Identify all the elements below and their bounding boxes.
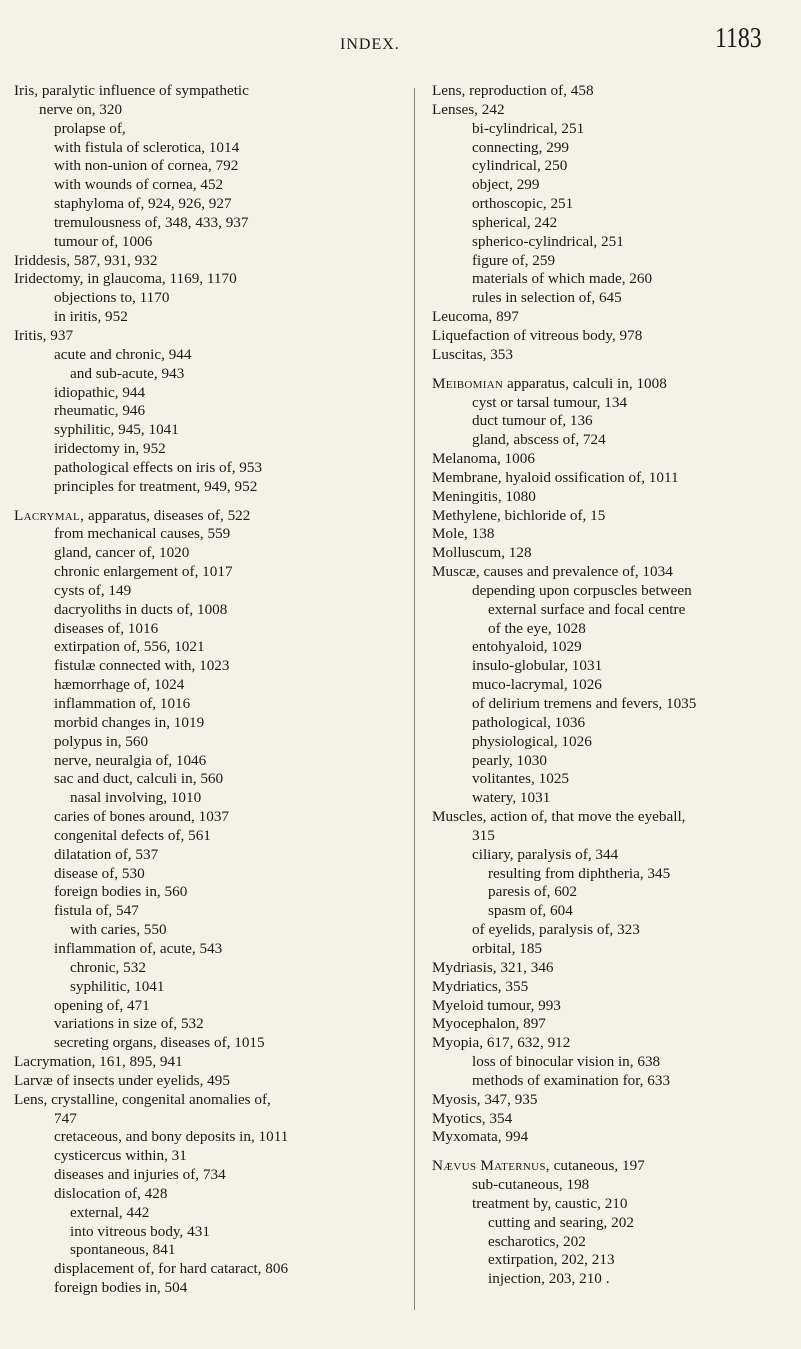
index-heading-word: Nævus Maternus, (432, 1157, 550, 1175)
index-entry (14, 1110, 399, 1129)
index-entry (432, 978, 794, 997)
index-entry-text: Muscæ, causes and prevalence of, 1034 (432, 563, 673, 581)
index-entry (14, 695, 399, 714)
index-entry-text: tumour of, 1006 (54, 232, 153, 250)
index-entry-text: fistulæ connected with, 1023 (54, 657, 230, 675)
index-entry-text: Leucoma, 897 (432, 308, 519, 326)
index-entry-text: Myotics, 354 (432, 1109, 513, 1127)
index-entry-text: apparatus, calculi in, 1008 (507, 374, 667, 392)
index-entry-text: Mydriatics, 355 (432, 977, 529, 995)
index-entry (432, 865, 794, 884)
index-entry (432, 252, 794, 271)
index-entry-text: Iridectomy, in glaucoma, 1169, 1170 (14, 270, 237, 288)
index-entry (14, 1053, 399, 1072)
index-entry-text: of delirium tremens and fevers, 1035 (472, 695, 697, 712)
index-entry-text: with wounds of cornea, 452 (54, 176, 224, 194)
index-entry-text: acute and chronic, 944 (54, 345, 192, 363)
index-entry (14, 940, 399, 959)
index-heading-word: Meibomian (432, 374, 504, 392)
index-entry (14, 1128, 399, 1147)
index-entry (432, 308, 794, 327)
index-column-left (14, 82, 399, 1298)
index-entry (14, 1185, 399, 1204)
index-entry (432, 1270, 794, 1289)
index-entry (432, 770, 794, 789)
index-entry-text: congenital defects of, 561 (54, 826, 211, 844)
index-entry-text: watery, 1031 (472, 789, 551, 807)
index-entry (432, 82, 794, 101)
index-entry (432, 375, 794, 394)
index-entry (14, 233, 399, 252)
index-entry (432, 1157, 794, 1176)
index-entry-text: Mydriasis, 321, 346 (432, 958, 554, 976)
index-entry-text: displacement of, for hard cataract, 806 (54, 1260, 289, 1278)
index-entry (432, 997, 794, 1016)
index-entry (14, 714, 399, 733)
index-entry-text: spontaneous, 841 (70, 1241, 176, 1259)
index-entry-text: into vitreous body, 431 (70, 1222, 210, 1240)
index-entry-text: 315 (472, 826, 495, 844)
index-entry-text: Myocephalon, 897 (432, 1015, 546, 1033)
index-entry-text: chronic enlargement of, 1017 (54, 563, 233, 581)
index-entry-text: objections to, 1170 (54, 289, 170, 307)
index-entry-text: Membrane, hyaloid ossification of, 1011 (432, 468, 679, 486)
index-entry (432, 695, 794, 714)
index-column-right (432, 82, 794, 1289)
index-entry-text: apparatus, diseases of, 522 (87, 506, 251, 524)
index-entry (432, 431, 794, 450)
index-entry-text: prolapse of, (54, 119, 126, 137)
index-entry-text: iridectomy in, 952 (54, 440, 166, 458)
index-entry-text: nasal involving, 1010 (70, 789, 202, 807)
index-entry-text: Meningitis, 1080 (432, 487, 536, 505)
index-entry (14, 402, 399, 421)
index-entry (432, 582, 794, 601)
index-entry-text: Larvæ of insects under eyelids, 495 (14, 1071, 230, 1089)
index-entry (432, 921, 794, 940)
index-entry-text: Lacrymation, 161, 895, 941 (14, 1053, 183, 1071)
index-entry (14, 214, 399, 233)
index-entry-text: opening of, 471 (54, 996, 150, 1014)
index-entry-text: pathological effects on iris of, 953 (54, 458, 263, 476)
index-entry (14, 1034, 399, 1053)
index-entry (14, 883, 399, 902)
index-entry-text: and sub-acute, 943 (70, 364, 185, 382)
index-entry (14, 1147, 399, 1166)
index-entry-text: syphilitic, 1041 (70, 977, 165, 995)
index-entry-text: injection, 203, 210 . (488, 1270, 610, 1288)
index-entry-text: gland, abscess of, 724 (472, 431, 606, 449)
index-entry-text: with caries, 550 (70, 921, 167, 939)
index-entry-text: of eyelids, paralysis of, 323 (472, 921, 640, 939)
index-entry (432, 1233, 794, 1252)
index-entry (14, 997, 399, 1016)
index-entry-text: hæmorrhage of, 1024 (54, 676, 185, 694)
index-entry (14, 733, 399, 752)
index-entry-text: paresis of, 602 (488, 883, 577, 901)
index-entry-text: Myxomata, 994 (432, 1128, 529, 1146)
index-entry-text: loss of binocular vision in, 638 (472, 1053, 661, 1071)
index-entry (432, 270, 794, 289)
index-entry (432, 176, 794, 195)
index-entry (432, 488, 794, 507)
index-entry-text: extirpation of, 556, 1021 (54, 638, 205, 656)
index-entry-text: variations in size of, 532 (54, 1015, 204, 1033)
index-entry-text: object, 299 (472, 176, 540, 194)
index-entry-text: Myeloid tumour, 993 (432, 996, 561, 1014)
index-entry (432, 1110, 794, 1129)
index-entry (14, 582, 399, 601)
index-entry (432, 289, 794, 308)
index-entry-text: pearly, 1030 (472, 751, 547, 769)
index-entry (432, 902, 794, 921)
index-entry (14, 770, 399, 789)
index-entry-text: Iriddesis, 587, 931, 932 (14, 251, 158, 269)
index-entry (432, 676, 794, 695)
index-entry (14, 82, 399, 101)
index-entry (14, 459, 399, 478)
index-entry-text: diseases of, 1016 (54, 619, 159, 637)
index-entry (14, 808, 399, 827)
index-entry-text: staphyloma of, 924, 926, 927 (54, 195, 232, 213)
index-entry-text: 747 (54, 1109, 77, 1127)
index-entry (14, 1072, 399, 1091)
index-entry-text: dilatation of, 537 (54, 845, 159, 863)
index-entry-text: fistula of, 547 (54, 902, 139, 920)
index-entry-text: inflammation of, acute, 543 (54, 939, 223, 957)
index-entry (14, 252, 399, 271)
index-entry-text: syphilitic, 945, 1041 (54, 421, 179, 439)
index-entry-text: nerve, neuralgia of, 1046 (54, 751, 207, 769)
index-entry (432, 733, 794, 752)
index-entry-text: secreting organs, diseases of, 1015 (54, 1034, 265, 1052)
index-entry-text: nerve on, 320 (39, 100, 123, 118)
index-entry (432, 1015, 794, 1034)
index-entry-text: pathological, 1036 (472, 713, 586, 731)
index-heading-word: Lacrymal, (14, 506, 85, 524)
running-header-title: INDEX. (340, 36, 400, 53)
index-entry-text: disease of, 530 (54, 864, 145, 882)
index-entry-text: with non-union of cornea, 792 (54, 157, 239, 175)
index-entry-text: rheumatic, 946 (54, 402, 146, 420)
index-entry-text: entohyaloid, 1029 (472, 638, 582, 656)
index-entry (432, 1072, 794, 1091)
index-entry-text: foreign bodies in, 560 (54, 883, 188, 901)
index-entry (432, 1128, 794, 1147)
index-entry-text: Molluscum, 128 (432, 544, 532, 562)
index-entry-text: cutting and searing, 202 (488, 1213, 634, 1231)
index-entry (432, 1034, 794, 1053)
index-entry (432, 157, 794, 176)
index-entry (432, 959, 794, 978)
index-entry (432, 507, 794, 526)
index-entry (14, 978, 399, 997)
index-entry (432, 657, 794, 676)
index-entry-text: spherical, 242 (472, 213, 558, 231)
index-entry (432, 940, 794, 959)
index-entry-text: physiological, 1026 (472, 732, 592, 750)
index-entry (14, 289, 399, 308)
index-entry (432, 139, 794, 158)
index-entry-text: muco-lacrymal, 1026 (472, 676, 602, 694)
index-entry-text: cysts of, 149 (54, 581, 132, 599)
index-entry (14, 139, 399, 158)
index-entry (14, 120, 399, 139)
index-entry-text: sac and duct, calculi in, 560 (54, 770, 224, 788)
index-entry (14, 1223, 399, 1242)
index-entry (14, 478, 399, 497)
index-entry (14, 1166, 399, 1185)
index-entry (432, 214, 794, 233)
index-entry (14, 157, 399, 176)
index-entry (14, 620, 399, 639)
column-divider (414, 88, 415, 1310)
index-entry-text: Iris, paralytic influence of sympathetic (14, 82, 249, 99)
index-entry-text: Liquefaction of vitreous body, 978 (432, 326, 643, 344)
index-entry (432, 1251, 794, 1270)
index-entry-text: orthoscopic, 251 (472, 195, 574, 213)
index-entry (14, 827, 399, 846)
index-entry (432, 563, 794, 582)
index-entry (14, 846, 399, 865)
index-entry (432, 412, 794, 431)
index-entry-text: spasm of, 604 (488, 902, 573, 920)
index-entry (14, 327, 399, 346)
index-entry-text: connecting, 299 (472, 138, 570, 156)
index-entry (432, 327, 794, 346)
index-entry (432, 469, 794, 488)
index-entry-text: dacryoliths in ducts of, 1008 (54, 600, 228, 618)
index-entry-text: foreign bodies in, 504 (54, 1279, 188, 1297)
index-entry (432, 846, 794, 865)
index-entry (432, 883, 794, 902)
index-entry (14, 1204, 399, 1223)
index-entry-text: cretaceous, and bony deposits in, 1011 (54, 1128, 289, 1146)
index-entry-text: tremulousness of, 348, 433, 937 (54, 213, 249, 231)
index-entry-text: cysticercus within, 31 (54, 1147, 187, 1165)
index-entry (14, 346, 399, 365)
index-entry-text: escharotics, 202 (488, 1232, 586, 1250)
index-entry (432, 394, 794, 413)
index-entry-text: polypus in, 560 (54, 732, 149, 750)
index-entry-text: methods of examination for, 633 (472, 1071, 671, 1089)
index-entry-text: Luscitas, 353 (432, 345, 513, 363)
index-entry-text: Lens, crystalline, congenital anomalies of, (14, 1090, 271, 1108)
index-entry (432, 752, 794, 771)
index-entry-text: sub-cutaneous, 198 (472, 1176, 590, 1194)
index-entry-text: bi-cylindrical, 251 (472, 119, 585, 137)
index-entry (14, 676, 399, 695)
index-entry (432, 233, 794, 252)
index-entry (432, 1214, 794, 1233)
index-entry (14, 525, 399, 544)
index-entry-text: from mechanical causes, 559 (54, 525, 231, 543)
index-entry (14, 544, 399, 563)
index-entry-text: Melanoma, 1006 (432, 450, 535, 468)
index-entry (14, 1015, 399, 1034)
index-entry (14, 440, 399, 459)
index-entry (14, 959, 399, 978)
index-entry-text: gland, cancer of, 1020 (54, 544, 190, 562)
index-entry (14, 601, 399, 620)
index-entry-text: figure of, 259 (472, 251, 556, 269)
index-entry-text: of the eye, 1028 (488, 619, 586, 637)
index-entry-text: dislocation of, 428 (54, 1184, 168, 1202)
index-entry (14, 902, 399, 921)
index-entry-text: depending upon corpuscles between (472, 581, 692, 599)
index-entry (432, 525, 794, 544)
index-entry-text: Lenses, 242 (432, 100, 505, 118)
index-entry-text: duct tumour of, 136 (472, 412, 593, 430)
index-entry (14, 270, 399, 289)
index-entry-text: in iritis, 952 (54, 308, 128, 326)
index-entry (432, 714, 794, 733)
index-entry-text: caries of bones around, 1037 (54, 808, 230, 826)
index-entry (432, 346, 794, 365)
index-entry-text: rules in selection of, 645 (472, 289, 622, 307)
index-entry (14, 421, 399, 440)
index-entry-text: cutaneous, 197 (553, 1157, 645, 1175)
index-entry-text: resulting from diphtheria, 345 (488, 864, 671, 882)
index-entry-text: inflammation of, 1016 (54, 695, 191, 712)
index-entry-text: external surface and focal centre (488, 600, 686, 618)
index-entry-text: treatment by, caustic, 210 (472, 1194, 628, 1212)
index-entry (14, 384, 399, 403)
index-entry-text: cylindrical, 250 (472, 157, 568, 175)
index-entry (432, 544, 794, 563)
index-entry (14, 563, 399, 582)
index-entry (14, 176, 399, 195)
index-entry-text: materials of which made, 260 (472, 270, 653, 288)
index-entry-text: external, 442 (70, 1203, 150, 1221)
index-entry (14, 1091, 399, 1110)
index-entry-text: orbital, 185 (472, 939, 543, 957)
index-entry (432, 1176, 794, 1195)
index-entry-text: extirpation, 202, 213 (488, 1251, 615, 1269)
index-entry-text: spherico-cylindrical, 251 (472, 232, 624, 250)
index-entry-text: Myopia, 617, 632, 912 (432, 1034, 571, 1052)
index-entry (14, 195, 399, 214)
index-entry-text: Mole, 138 (432, 525, 495, 543)
index-entry-text: with fistula of sclerotica, 1014 (54, 138, 240, 156)
index-entry (14, 1241, 399, 1260)
index-entry-text: chronic, 532 (70, 958, 146, 976)
index-entry-text: Lens, reproduction of, 458 (432, 82, 594, 99)
index-entry (432, 789, 794, 808)
index-entry-text: morbid changes in, 1019 (54, 713, 205, 731)
index-entry (432, 1091, 794, 1110)
index-entry (14, 752, 399, 771)
index-entry-text: Muscles, action of, that move the eyeball, (432, 808, 686, 826)
index-entry (432, 450, 794, 469)
index-entry-text: principles for treatment, 949, 952 (54, 477, 258, 495)
index-entry (14, 507, 399, 526)
index-entry (432, 827, 794, 846)
index-entry (14, 865, 399, 884)
index-entry-text: diseases and injuries of, 734 (54, 1166, 226, 1184)
index-entry (14, 308, 399, 327)
index-entry-text: ciliary, paralysis of, 344 (472, 845, 619, 863)
index-entry (14, 365, 399, 384)
index-entry-text: cyst or tarsal tumour, 134 (472, 393, 628, 411)
index-entry (432, 1195, 794, 1214)
index-entry (14, 657, 399, 676)
index-entry (432, 808, 794, 827)
index-entry (14, 789, 399, 808)
page-number: 1183 (715, 22, 762, 54)
index-entry-text: Methylene, bichloride of, 15 (432, 506, 606, 524)
index-entry (432, 601, 794, 620)
index-entry (432, 195, 794, 214)
index-entry (14, 1279, 399, 1298)
index-entry (14, 638, 399, 657)
index-entry-text: insulo-globular, 1031 (472, 657, 603, 675)
index-entry (14, 921, 399, 940)
index-entry (432, 638, 794, 657)
index-entry (432, 120, 794, 139)
index-entry-text: Myosis, 347, 935 (432, 1090, 538, 1108)
index-entry-text: Iritis, 937 (14, 326, 74, 344)
index-entry (432, 101, 794, 120)
page-header (0, 14, 801, 54)
index-entry (432, 1053, 794, 1072)
index-entry-text: idiopathic, 944 (54, 383, 146, 401)
index-entry (14, 1260, 399, 1279)
index-entry (432, 620, 794, 639)
index-entry-text: volitantes, 1025 (472, 770, 570, 788)
index-entry (14, 101, 399, 120)
